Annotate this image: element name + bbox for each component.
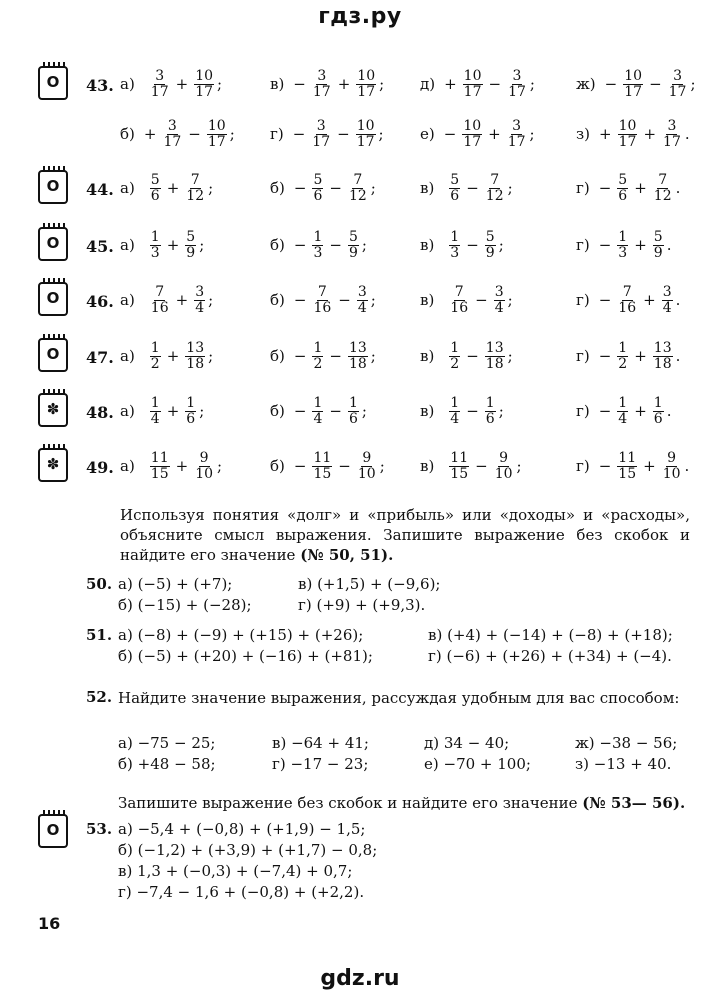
sign: −	[598, 457, 612, 475]
fraction: $\frac{1}{6}$	[186, 394, 196, 427]
fraction-expression	[120, 391, 204, 431]
problem-number: 48.	[86, 403, 114, 422]
fraction: $\frac{7}{12}$	[186, 171, 205, 204]
terminator: ;	[361, 402, 367, 420]
fraction: $\frac{1}{4}$	[150, 394, 160, 427]
page-number: 16	[38, 914, 61, 933]
fraction: $\frac{1}{2}$	[313, 339, 323, 372]
fraction-expression	[270, 64, 384, 104]
sign: −	[293, 457, 307, 475]
item-label: б)	[270, 236, 285, 254]
fraction: $\frac{3}{17}$	[163, 117, 182, 150]
operator: +	[634, 347, 647, 365]
problem-51-c: в) (+4) + (−14) + (−8) + (+18);	[428, 626, 673, 644]
item-label: а)	[120, 402, 135, 420]
fraction: $\frac{13}{18}$	[485, 339, 504, 372]
terminator: ;	[379, 457, 385, 475]
fraction: $\frac{5}{6}$	[618, 171, 628, 204]
sign: −	[293, 236, 307, 254]
fraction-expression	[576, 336, 680, 376]
fraction-expression	[576, 168, 680, 208]
fraction-expression	[270, 168, 376, 208]
sign: −	[293, 75, 306, 93]
fraction: $\frac{1}{2}$	[618, 339, 628, 372]
problem-53-a: а) −5,4 + (−0,8) + (+1,9) − 1,5;	[118, 820, 366, 838]
item-label: в)	[420, 179, 435, 197]
fraction-row	[38, 114, 688, 160]
sign: −	[598, 347, 612, 365]
fraction: $\frac{7}{16}$	[313, 283, 332, 316]
fraction: $\frac{1}{6}$	[485, 394, 495, 427]
operator: +	[643, 457, 656, 475]
operator: −	[329, 402, 342, 420]
terminator: .	[684, 457, 690, 475]
fraction-expression	[420, 336, 513, 376]
sign: −	[293, 402, 307, 420]
item-label: а)	[120, 457, 135, 475]
sign: −	[292, 125, 306, 143]
fraction: $\frac{1}{3}$	[150, 228, 160, 261]
operator: +	[643, 291, 656, 309]
operator: −	[338, 457, 351, 475]
fraction: $\frac{10}{17}$	[356, 117, 375, 150]
terminator: ;	[361, 236, 367, 254]
operator: +	[634, 236, 647, 254]
site-header: гдз.ру	[318, 4, 402, 29]
fraction: $\frac{1}{6}$	[348, 394, 358, 427]
fraction-expression	[120, 336, 213, 376]
operator: +	[175, 457, 189, 475]
fraction: $\frac{9}{10}$	[494, 449, 513, 482]
fraction: $\frac{5}{9}$	[186, 228, 196, 261]
notebook-icon: O	[38, 338, 68, 372]
fraction: $\frac{3}{4}$	[662, 283, 672, 316]
fraction: $\frac{1}{6}$	[653, 394, 663, 427]
fraction: $\frac{7}{12}$	[485, 171, 504, 204]
operator: −	[488, 75, 502, 93]
fraction-expression	[576, 114, 690, 154]
fraction-row	[38, 336, 688, 382]
fraction: $\frac{10}{17}$	[207, 117, 226, 150]
item-label: в)	[420, 236, 435, 254]
fraction: $\frac{3}{17}$	[663, 117, 681, 150]
intro-50-51	[120, 505, 690, 565]
terminator: ;	[690, 75, 696, 93]
problem-52-number: 52.	[86, 688, 113, 706]
terminator: ;	[217, 75, 223, 93]
fraction-expression	[270, 225, 367, 265]
intro-ref: (№ 50, 51).	[300, 546, 394, 564]
item-label: г)	[576, 347, 590, 365]
fraction: $\frac{13}{18}$	[186, 339, 205, 372]
terminator: .	[684, 125, 690, 143]
fraction-expression	[420, 64, 535, 104]
fraction: $\frac{3}{17}$	[508, 67, 526, 100]
operator: +	[634, 402, 647, 420]
item-label: б)	[270, 402, 285, 420]
fraction-expression	[270, 336, 376, 376]
fraction: $\frac{5}{9}$	[485, 228, 495, 261]
fraction: $\frac{11}{15}$	[450, 449, 469, 482]
fraction: $\frac{7}{12}$	[348, 171, 367, 204]
item-label: в)	[420, 347, 435, 365]
operator: +	[337, 75, 351, 93]
fraction-row	[38, 64, 696, 110]
terminator: .	[675, 347, 681, 365]
item-label: г)	[270, 125, 284, 143]
sign: +	[599, 125, 612, 143]
operator: +	[175, 75, 189, 93]
problem-50-c: в) (+1,5) + (−9,6);	[298, 575, 441, 593]
problem-52-h: з) −13 + 40.	[575, 755, 672, 773]
fraction-expression	[576, 64, 696, 104]
fraction: $\frac{3}{17}$	[312, 67, 331, 100]
terminator: ;	[370, 179, 376, 197]
item-label: г)	[576, 236, 590, 254]
fraction: $\frac{10}{17}$	[463, 67, 482, 100]
sign: −	[293, 179, 307, 197]
problem-number: 44.	[86, 180, 114, 199]
problem-51-b: б) (−5) + (+20) + (−16) + (+81);	[118, 647, 373, 665]
fraction-expression	[120, 446, 222, 486]
item-label: в)	[270, 75, 285, 93]
problem-53-c: в) 1,3 + (−0,3) + (−7,4) + 0,7;	[118, 862, 353, 880]
sign: +	[143, 125, 157, 143]
problem-52-a: а) −75 − 25;	[118, 734, 216, 752]
sign: −	[598, 402, 612, 420]
fraction-row	[38, 391, 688, 437]
item-label: в)	[420, 457, 435, 475]
fraction-expression	[120, 225, 204, 265]
item-label: з)	[576, 125, 591, 143]
item-label: г)	[576, 457, 590, 475]
problem-52-e: д) 34 − 40;	[424, 734, 510, 752]
fraction-expression	[120, 280, 213, 320]
item-label: а)	[120, 291, 135, 309]
fraction-expression	[270, 446, 385, 486]
operator: +	[166, 347, 180, 365]
item-label: б)	[270, 291, 285, 309]
notebook-icon: O	[38, 227, 68, 261]
problem-50-a: а) (−5) + (+7);	[118, 575, 233, 593]
problem-number: 43.	[86, 76, 114, 95]
notebook-icon: ✽	[38, 393, 68, 427]
operator: +	[175, 291, 189, 309]
fraction: $\frac{11}{15}$	[150, 449, 169, 482]
fraction: $\frac{5}{9}$	[653, 228, 663, 261]
fraction-expression	[420, 168, 513, 208]
item-label: г)	[576, 179, 590, 197]
fraction: $\frac{9}{10}$	[357, 449, 376, 482]
operator: −	[329, 236, 342, 254]
fraction-expression	[270, 391, 367, 431]
problem-number: 46.	[86, 292, 114, 311]
fraction-expression	[270, 280, 376, 320]
fraction: $\frac{10}{17}$	[357, 67, 376, 100]
fraction: $\frac{10}{17}$	[618, 117, 637, 150]
operator: +	[166, 402, 180, 420]
item-label: а)	[120, 347, 135, 365]
operator: −	[338, 291, 351, 309]
fraction-row	[38, 446, 688, 492]
terminator: ;	[507, 179, 513, 197]
operator: −	[188, 125, 201, 143]
sign: +	[444, 75, 457, 93]
item-label: б)	[270, 347, 285, 365]
fraction: $\frac{1}{3}$	[313, 228, 323, 261]
terminator: ;	[529, 125, 535, 143]
terminator: ;	[498, 402, 504, 420]
terminator: ;	[378, 125, 384, 143]
terminator: ;	[208, 347, 214, 365]
fraction-expression	[120, 168, 213, 208]
fraction-row	[38, 280, 688, 326]
fraction: $\frac{1}{2}$	[450, 339, 460, 372]
terminator: ;	[199, 236, 205, 254]
problem-50-number: 50.	[86, 575, 113, 593]
fraction: $\frac{3}{17}$	[668, 67, 687, 100]
intro-53-text: Запишите выражение без скобок и найдите его значение	[118, 794, 583, 812]
intro-53-56	[118, 794, 685, 812]
problem-52-f: е) −70 + 100;	[424, 755, 531, 773]
operator: −	[649, 75, 662, 93]
problem-52-c: в) −64 + 41;	[272, 734, 369, 752]
fraction: $\frac{13}{18}$	[348, 339, 367, 372]
operator: −	[475, 457, 488, 475]
fraction-row	[38, 168, 688, 214]
terminator: ;	[507, 291, 513, 309]
fraction: $\frac{3}{4}$	[357, 283, 367, 316]
fraction-expression	[420, 446, 522, 486]
fraction-expression	[576, 391, 672, 431]
sign: −	[598, 236, 612, 254]
terminator: .	[666, 236, 672, 254]
terminator: ;	[370, 291, 376, 309]
problem-51-a: а) (−8) + (−9) + (+15) + (+26);	[118, 626, 364, 644]
item-label: б)	[120, 125, 135, 143]
fraction: $\frac{10}{17}$	[463, 117, 482, 150]
problem-51-number: 51.	[86, 626, 113, 644]
fraction: $\frac{1}{3}$	[450, 228, 460, 261]
notebook-icon: O	[38, 170, 68, 204]
fraction: $\frac{3}{17}$	[507, 117, 526, 150]
operator: +	[643, 125, 657, 143]
problem-number: 47.	[86, 348, 114, 367]
problem-52-text: Найдите значение выражения, рассуждая удобным для вас способом:	[118, 689, 680, 707]
operator: −	[329, 347, 342, 365]
terminator: .	[675, 291, 681, 309]
sign: −	[604, 75, 618, 93]
operator: +	[166, 179, 180, 197]
problem-50-b: б) (−15) + (−28);	[118, 596, 252, 614]
item-label: е)	[420, 125, 435, 143]
problem-52-d: г) −17 − 23;	[272, 755, 369, 773]
fraction-expression	[420, 225, 504, 265]
operator: −	[466, 402, 479, 420]
item-label: г)	[576, 402, 590, 420]
fraction-expression	[420, 280, 513, 320]
item-label: а)	[120, 75, 135, 93]
fraction: $\frac{10}{17}$	[624, 67, 643, 100]
problem-number: 49.	[86, 458, 114, 477]
item-label: в)	[420, 291, 435, 309]
fraction: $\frac{7}{16}$	[450, 283, 469, 316]
operator: +	[488, 125, 501, 143]
fraction: $\frac{7}{12}$	[653, 171, 672, 204]
fraction: $\frac{11}{15}$	[618, 449, 637, 482]
problem-53-d: г) −7,4 − 1,6 + (−0,8) + (+2,2).	[118, 883, 365, 901]
terminator: .	[675, 179, 681, 197]
item-label: д)	[420, 75, 436, 93]
intro-text: Используя понятия «долг» и «прибыль» или «доходы» и «расходы», объясните смысл выражения. Запишите выражение без скобок и найдите его значение	[120, 506, 690, 564]
terminator: ;	[379, 75, 385, 93]
terminator: ;	[217, 457, 223, 475]
fraction: $\frac{1}{2}$	[150, 339, 160, 372]
terminator: ;	[529, 75, 535, 93]
sign: −	[443, 125, 457, 143]
fraction: $\frac{7}{16}$	[618, 283, 637, 316]
problem-52-g: ж) −38 − 56;	[575, 734, 678, 752]
terminator: ;	[208, 179, 214, 197]
problem-52-b: б) +48 − 58;	[118, 755, 216, 773]
fraction-expression	[270, 114, 384, 154]
fraction: $\frac{13}{18}$	[653, 339, 672, 372]
operator: −	[329, 179, 342, 197]
operator: −	[475, 291, 488, 309]
problem-53-number: 53.	[86, 820, 113, 838]
operator: −	[466, 236, 479, 254]
intro-53-ref: (№ 53— 56).	[582, 794, 686, 812]
fraction: $\frac{1}{4}$	[618, 394, 628, 427]
operator: −	[466, 347, 479, 365]
notebook-icon: O	[38, 814, 68, 848]
problem-53-b: б) (−1,2) + (+3,9) + (+1,7) − 0,8;	[118, 841, 378, 859]
fraction: $\frac{1}{4}$	[313, 394, 323, 427]
terminator: ;	[507, 347, 513, 365]
fraction: $\frac{1}{3}$	[618, 228, 628, 261]
fraction: $\frac{9}{10}$	[662, 449, 681, 482]
fraction-expression	[420, 391, 504, 431]
notebook-icon: ✽	[38, 448, 68, 482]
fraction: $\frac{5}{9}$	[348, 228, 358, 261]
item-label: б)	[270, 179, 285, 197]
site-footer: gdz.ru	[320, 966, 400, 991]
fraction: $\frac{5}{6}$	[313, 171, 323, 204]
fraction-expression	[576, 225, 672, 265]
fraction: $\frac{3}{4}$	[195, 283, 205, 316]
fraction: $\frac{5}{6}$	[450, 171, 460, 204]
fraction: $\frac{7}{16}$	[150, 283, 169, 316]
operator: +	[634, 179, 647, 197]
fraction-row	[38, 225, 688, 271]
fraction-expression	[120, 64, 222, 104]
fraction: $\frac{3}{17}$	[312, 117, 331, 150]
sign: −	[293, 291, 307, 309]
fraction: $\frac{11}{15}$	[313, 449, 332, 482]
fraction: $\frac{10}{17}$	[195, 67, 214, 100]
sign: −	[293, 347, 307, 365]
operator: +	[166, 236, 180, 254]
terminator: ;	[516, 457, 522, 475]
terminator: .	[666, 402, 672, 420]
sign: −	[598, 179, 612, 197]
fraction-expression	[576, 280, 680, 320]
sign: −	[598, 291, 612, 309]
fraction: $\frac{3}{4}$	[494, 283, 504, 316]
terminator: ;	[229, 125, 235, 143]
fraction: $\frac{9}{10}$	[195, 449, 214, 482]
terminator: ;	[370, 347, 376, 365]
item-label: г)	[576, 291, 590, 309]
notebook-icon: O	[38, 282, 68, 316]
fraction-expression	[420, 114, 535, 154]
item-label: ж)	[576, 75, 596, 93]
operator: −	[466, 179, 479, 197]
problem-51-d: г) (−6) + (+26) + (+34) + (−4).	[428, 647, 672, 665]
fraction: $\frac{3}{17}$	[150, 67, 169, 100]
fraction: $\frac{5}{6}$	[150, 171, 160, 204]
terminator: ;	[199, 402, 205, 420]
terminator: ;	[498, 236, 504, 254]
fraction-expression	[576, 446, 689, 486]
notebook-icon: O	[38, 66, 68, 100]
item-label: б)	[270, 457, 285, 475]
item-label: а)	[120, 179, 135, 197]
fraction: $\frac{1}{4}$	[450, 394, 460, 427]
problem-50-d: г) (+9) + (+9,3).	[298, 596, 426, 614]
item-label: а)	[120, 236, 135, 254]
item-label: в)	[420, 402, 435, 420]
operator: −	[337, 125, 350, 143]
problem-number: 45.	[86, 237, 114, 256]
fraction-expression	[120, 114, 235, 154]
terminator: ;	[208, 291, 214, 309]
